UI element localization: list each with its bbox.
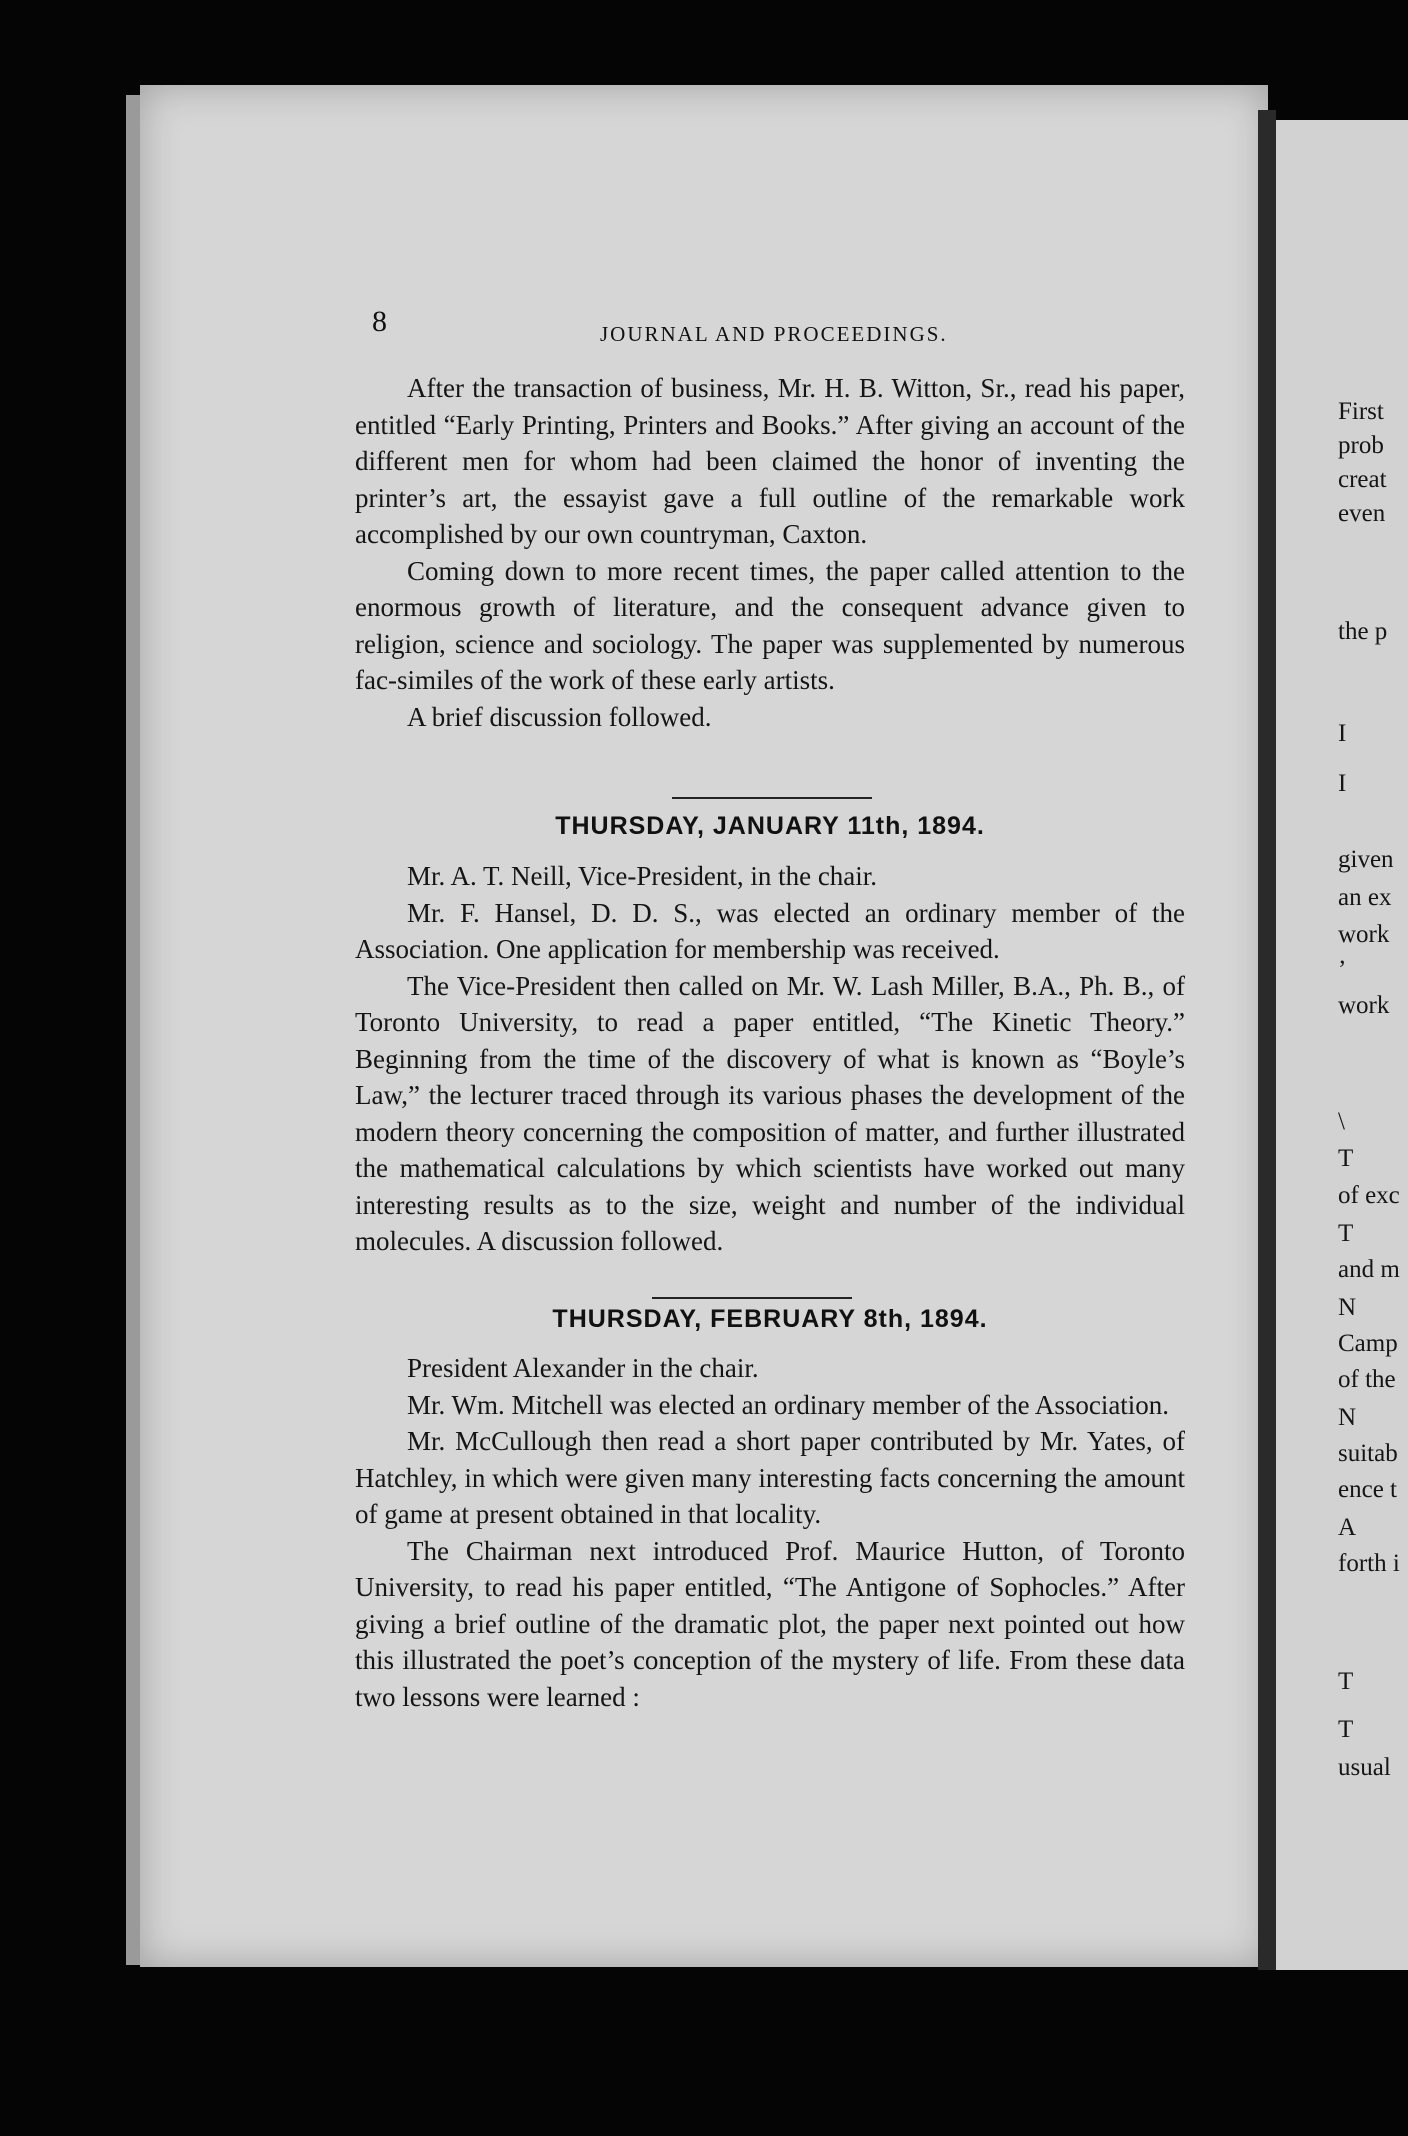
paragraph: Mr. A. T. Neill, Vice-President, in the chair.: [407, 861, 878, 891]
paragraph: President Alexander in the chair.: [407, 1353, 759, 1383]
right-line: forth i: [1338, 1550, 1400, 1577]
right-line: work: [1338, 921, 1390, 948]
paragraph: After the transaction of business, Mr. H. B. Witton, Sr., read his paper, entitled “Early Printing, Printers and Books.” After giving an account of the different men for whom had been claimed the honor of inventing the printer’s art, the essayist gave a full outline of the remarkable work accomplished by our own countryman, Caxton.: [355, 373, 1185, 549]
right-line: T: [1338, 1668, 1354, 1695]
right-line: ence t: [1338, 1476, 1397, 1503]
text-block-january: [355, 858, 1185, 1260]
right-line: ’: [1338, 956, 1347, 983]
right-line: the p: [1338, 618, 1388, 645]
right-line: given: [1338, 846, 1394, 873]
right-line: usual: [1338, 1754, 1391, 1781]
right-line: T: [1338, 1145, 1354, 1172]
right-line: N: [1338, 1294, 1357, 1321]
right-line: I: [1338, 770, 1347, 797]
right-line: creat: [1338, 466, 1387, 493]
section-heading-february: THURSDAY, FEBRUARY 8th, 1894.: [552, 1305, 988, 1333]
right-line: prob: [1338, 432, 1384, 459]
right-line: First: [1338, 398, 1384, 425]
paragraph: A brief discussion followed.: [407, 701, 712, 732]
right-line: Camp: [1338, 1330, 1398, 1357]
right-line: N: [1338, 1404, 1357, 1431]
right-line: of exc: [1338, 1182, 1400, 1209]
running-head: JOURNAL AND PROCEEDINGS.: [600, 322, 948, 346]
right-line: I: [1338, 720, 1347, 747]
paragraph: Mr. F. Hansel, D. D. S., was elected an ordinary member of the Association. One application for membership was received.: [355, 897, 1185, 964]
section-divider: [652, 1297, 852, 1299]
section-divider: [672, 797, 872, 799]
right-line: A: [1338, 1514, 1357, 1541]
page-number: 8: [372, 305, 387, 338]
section-heading-january: THURSDAY, JANUARY 11th, 1894.: [555, 812, 985, 840]
right-line: suitab: [1338, 1440, 1398, 1467]
right-line: an ex: [1338, 884, 1392, 911]
paragraph: Coming down to more recent times, the paper called attention to the enormous growth of literature, and the consequent advance given to religion, science and sociology. The paper was supplemented by numerous fac-similes of the work of these early artists.: [355, 555, 1185, 695]
right-line: \: [1338, 1108, 1345, 1135]
paragraph: The Chairman next introduced Prof. Maurice Hutton, of Toronto University, to read his paper entitled, “The Antigone of Sophocles.” After giving a brief outline of the dramatic plot, the paper next pointed out how this illustrated the poet’s conception of the mystery of life. From these data two lessons were learned :: [355, 1535, 1185, 1712]
right-line: T: [1338, 1716, 1354, 1743]
right-line: even: [1338, 500, 1386, 527]
paragraph: Mr. Wm. Mitchell was elected an ordinary member of the Association.: [407, 1389, 1170, 1420]
paragraph: Mr. McCullough then read a short paper contributed by Mr. Yates, of Hatchley, in which were given many interesting facts concerning the amount of game at present obtained in that locality.: [355, 1426, 1185, 1529]
right-line: T: [1338, 1220, 1354, 1247]
right-line: of the: [1338, 1366, 1396, 1393]
book-gutter: [1258, 110, 1276, 1970]
right-line: and m: [1338, 1256, 1400, 1283]
text-block-february: [355, 1350, 1185, 1715]
text-block-printing: [355, 370, 1185, 735]
right-line: work: [1338, 992, 1390, 1019]
paragraph: The Vice-President then called on Mr. W. Lash Miller, B.A., Ph. B., of Toronto University, to read a paper entitled, “The Kinetic Theory.” Beginning from the time of the discovery of what is known as “Boyle’s Law,” the lecturer traced through its various phases the development of the modern theory concerning the composition of matter, and further illustrated the mathematical calculations by which scientists have worked out many interesting results as to the size, weight and number of the individual molecules. A discussion followed.: [355, 970, 1185, 1256]
